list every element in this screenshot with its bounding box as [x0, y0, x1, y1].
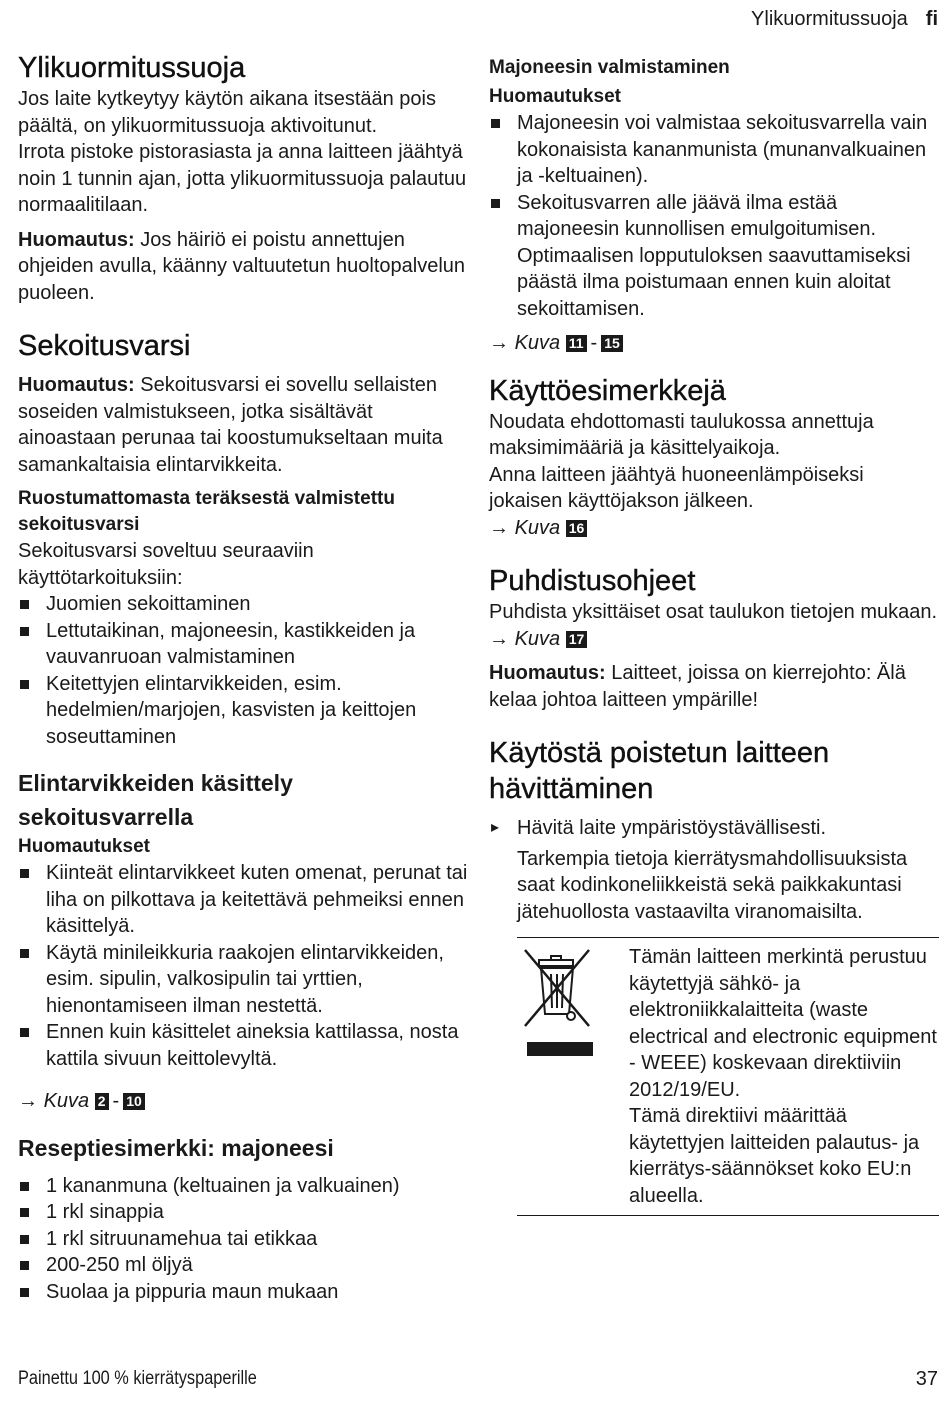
list-item: Ennen kuin käsittelet aineksia kattilassa, nosta kattila sivuun keittolevyltä. [18, 1019, 468, 1072]
note-text: Sekoitusvarsi ei sovellu sellaisten soseiden valmistukseen, jotka sisältävät ainoastaan perunaa tai koostumukseltaan muita samankaltaisia elintarvikkeita. [18, 374, 443, 476]
figure-number: 16 [566, 520, 588, 537]
arrow-right-icon: → [489, 516, 509, 539]
list-item: 1 rkl sitruunamehua tai etikkaa [18, 1226, 468, 1253]
note-text: Laitteet, joissa on kierrejohto: Älä kelaa johtoa laitteen ympärille! [489, 662, 906, 711]
list-item: Sekoitusvarren alle jäävä ilma estää majoneesin kunnollisen emulgoitumisen. Optimaalisen lopputuloksen saavuttamiseksi päästä ilma poistumaan ennen kuin aloitat sekoittamisen. [489, 190, 939, 323]
examples-paragraph-1: Noudata ehdottomasti taulukossa annettuja maksimimääriä ja käsittelyaikoja. [489, 410, 874, 459]
left-column [18, 50, 468, 1305]
disposal-heading [489, 735, 939, 807]
recipe-section [18, 1131, 468, 1306]
crossed-out-wheelie-bin-icon [517, 944, 629, 1209]
list-item: Majoneesin voi valmistaa sekoitusvarrella vain kokonaisista kananmunista (munanvalkuainen ja -keltuainen). [489, 110, 939, 190]
list-item: Keitettyjen elintarvikkeiden, esim. hedelmien/marjojen, kasvisten ja keittojen soseuttaminen [18, 671, 468, 751]
arrow-right-icon: → [489, 332, 509, 354]
blender-heading: Sekoitusvarsi [18, 330, 191, 362]
right-column [489, 50, 939, 1216]
disposal-steps [489, 815, 939, 925]
examples-section [489, 373, 939, 542]
weee-text: Tämän laitteen merkintä perustuu käytettyjä sähkö- ja elektroniikkalaitteita (waste electrical and electronic equipment - WEEE) koskevaan direktiiviin 2012/19/EU. Tämä direktiivi määrittää käytettyjen laitteiden palautus- ja kierrätys-säännökset koko EU:n alueella. [629, 946, 937, 1207]
examples-paragraph-2: Anna laitteen jäähtyä huoneenlämpöiseksi jokaisen käyttöjakson jälkeen. [489, 463, 864, 512]
figure-reference: → Kuva 2 - 10 [18, 1088, 468, 1115]
page-number: 37 [915, 1368, 938, 1390]
recycled-paper-note: Painettu 100 % kierrätyspaperille [18, 1368, 257, 1389]
list-item: Kiinteät elintarvikkeet kuten omenat, perunat tai liha on pilkottava ja keitettävä pehmeiksi ennen käsittelyä. [18, 860, 468, 940]
weee-notice [517, 937, 939, 1216]
food-notes-label: Huomautukset [18, 836, 150, 857]
steel-blender-uses-list [18, 591, 468, 750]
list-item: Juomien sekoittaminen [18, 591, 468, 618]
figure-number: 11 [566, 335, 587, 352]
figure-number: 15 [601, 335, 623, 352]
recipe-ingredients-list [18, 1173, 468, 1306]
food-processing-heading: Elintarvikkeiden käsittely sekoitusvarrella [18, 770, 293, 830]
blender-section [18, 328, 468, 1115]
arrow-right-icon: → [18, 1090, 38, 1112]
figure-number: 10 [123, 1093, 145, 1110]
list-item: Suolaa ja pippuria maun mukaan [18, 1279, 468, 1306]
examples-heading: Käyttöesimerkkejä [489, 374, 726, 407]
overload-heading: Ylikuormitussuoja [18, 52, 246, 84]
note-label: Huomautus: [489, 662, 606, 684]
steel-blender-intro: Sekoitusvarsi soveltuu seuraaviin käyttötarkoituksiin: [18, 540, 314, 589]
header-title: Ylikuormitussuoja [751, 8, 908, 30]
note-text: Jos häiriö ei poistu annettujen ohjeiden avulla, käänny valtuutetun huoltopalvelun puoleen. [18, 228, 466, 304]
recipe-heading: Reseptiesimerkki: majoneesi [18, 1134, 334, 1161]
figure-label: Kuva [43, 1090, 90, 1112]
note-label: Huomautus: [18, 374, 135, 396]
arrow-right-icon: → [489, 627, 509, 650]
cleaning-note [489, 660, 939, 713]
note-label: Huomautus: [18, 228, 135, 251]
cleaning-paragraph: Puhdista yksittäiset osat taulukon tietojen mukaan. [489, 601, 938, 623]
list-item: 1 kananmuna (keltuainen ja valkuainen) [18, 1173, 468, 1200]
steel-blender-heading: Ruostumattomasta teräksestä valmistettu sekoitusvarsi [18, 488, 395, 535]
overload-paragraph-1: Jos laite kytkeytyy käytön aikana itsestään pois päältä, on ylikuormitussuoja aktivoitunut. [18, 88, 436, 137]
mayo-notes-list [489, 110, 939, 322]
figure-number: 17 [566, 631, 588, 648]
mayo-notes-label: Huomautukset [489, 86, 621, 107]
figure-reference [489, 515, 939, 542]
page-header [751, 8, 938, 31]
language-code: fi [925, 8, 938, 30]
mayo-section [489, 52, 939, 357]
list-item: 200-250 ml öljyä [18, 1252, 468, 1279]
list-item: Käytä minileikkuria raakojen elintarvikkeiden, esim. sipulin, valkosipulin tai yrttien, hienontamiseen ilman nestettä. [18, 940, 468, 1020]
disposal-heading-line-2: hävittäminen [489, 773, 654, 805]
overload-note [18, 227, 468, 307]
cleaning-heading: Puhdistusohjeet [489, 565, 696, 597]
disposal-step: Hävitä laite ympäristöystävällisesti. [517, 817, 826, 839]
wheelie-bin-graphic [517, 946, 597, 1058]
figure-label: Kuva [514, 627, 561, 650]
food-processing-notes-list [18, 860, 468, 1072]
figure-label: Kuva [514, 516, 561, 539]
overload-paragraph-2: Irrota pistoke pistorasiasta ja anna laitteen jäähtyä noin 1 tunnin ajan, jotta ylikuormitussuoja palautuu normaalitilaan. [18, 141, 467, 216]
list-item: 1 rkl sinappia [18, 1199, 468, 1226]
cleaning-section [489, 563, 939, 713]
figure-reference [489, 626, 939, 653]
list-item [489, 815, 939, 925]
list-item: Lettutaikinan, majoneesin, kastikkeiden ja vauvanruoan valmistaminen [18, 618, 468, 671]
disposal-step-detail: Tarkempia tietoja kierrätysmahdollisuuksista saat kodinkoneliikkeistä sekä paikkakuntasi jätehuollosta vastaavilta viranomaisilta. [517, 847, 908, 923]
overload-section [18, 50, 468, 306]
mayo-heading: Majoneesin valmistaminen [489, 57, 730, 78]
figure-number: 2 [95, 1093, 109, 1110]
blender-note [18, 372, 468, 478]
figure-reference: → Kuva 11 - 15 [489, 330, 939, 357]
disposal-heading-line-1: Käytöstä poistetun laitteen [489, 737, 830, 769]
figure-label: Kuva [514, 332, 561, 354]
disposal-section [489, 735, 939, 1216]
